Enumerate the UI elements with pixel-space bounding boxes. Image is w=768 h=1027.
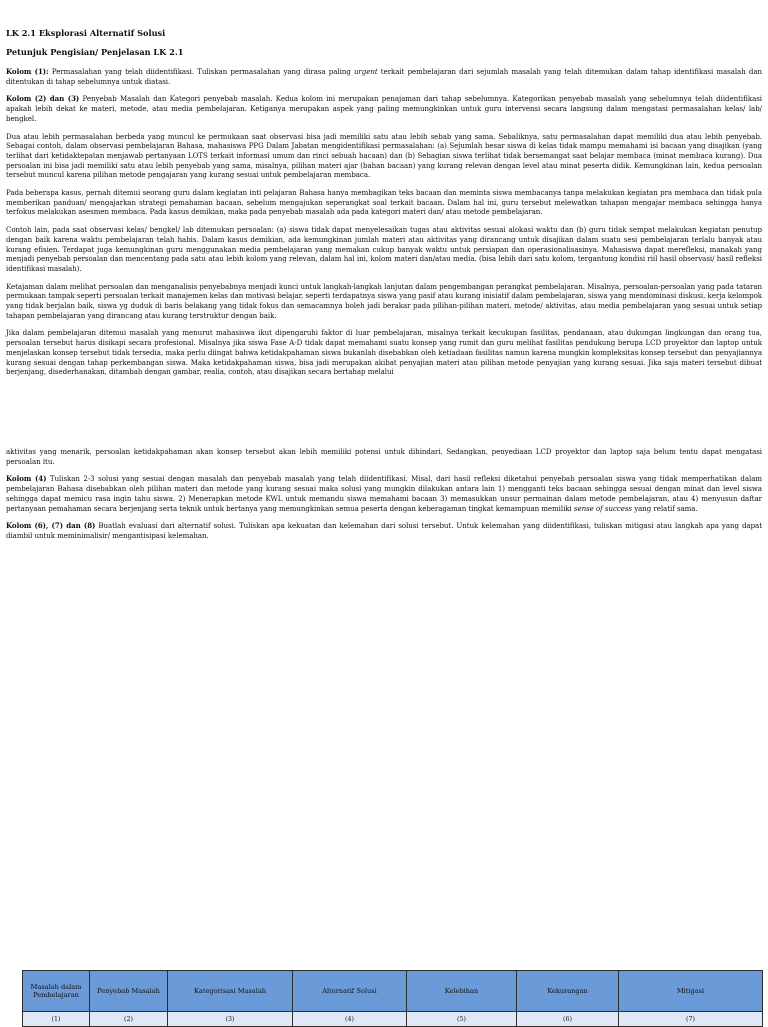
table-number-row (23, 1012, 763, 1027)
column-number: (2) (90, 1012, 168, 1027)
column-number: (4) (293, 1012, 407, 1027)
paragraph-lead: Kolom (6), (7) dan (8) (6, 521, 96, 531)
header-mitigasi: Mitigasi (619, 971, 763, 1012)
header-alternatif-solusi: Alternatif Solusi (293, 971, 407, 1012)
solution-table-wrapper (22, 970, 762, 1027)
header-kekurangan: Kekurangan (517, 971, 619, 1012)
paragraph-text: Penyebab Masalah dan Kategori penyebab masalah. Kedua kolom ini merupakan penajaman dari tahap sebelumnya. Kategorikan penyebab masalah yang sebelumnya telah diidentifikasi apakah lebih dekat ke materi, metode, atau media pembelajaran. Ketiganya merupakan aspek yang paling memungkinkan untuk guru intervensi secara langsung dalam mengatasi permasalahan kelas/ lab/ bengkel. (6, 94, 763, 123)
paragraph-example-2: Pada beberapa kasus, pernah ditemui seorang guru dalam kegiatan inti pelajaran Bahasa hanya membagikan teks bacaan dan meminta siswa membacanya tanpa melakukan kegiatan pra membaca dan tidak pula memberikan panduan/ mengajarkan strategi pemahaman bacaan, sebelum mengajukan seperangkat soal terkait bacaan. Dalam hal ini, guru tersebut melewatkan tahapan mengajar membaca sehingga hanya terfokus melakukan asesmen membaca. Pada kasus demikian, maka pada penyebab masalah ada pada kategori materi dan/ atau metode pembelajaran. (6, 188, 762, 217)
paragraph-example-3: Contoh lain, pada saat observasi kelas/ bengkel/ lab ditemukan persoalan: (a) siswa tidak dapat menyelesaikan tugas atau aktivitas sesuai alokasi waktu dan (b) guru tidak sempat melakukan kegiatan penutup dengan baik karena waktu pembelajaran telah habis. Dalam kasus demikian, ada kemungkinan jumlah materi atau aktivitas yang dirancang untuk disajikan dalam suatu sesi pembelajaran terlalu banyak atau kurang efisien. Terdapat juga kemungkinan guru menggunakan media pembelajaran yang memakan cukup banyak waktu untuk persiapan dan operasionalisasinya. Mahasiswa dapat merefleksi, manakah yang menjadi penyebab persoalan dan mencentang pada satu atau lebih kolom yang relevan, dalam hal ini, kolom materi dan/atau media. (bisa lebih dari satu kolom, tergantung kondisi riil hasil observasi/ hasil refleksi identifikasi masalah). (6, 225, 762, 273)
header-kategorisasi: Kategorisasi Masalah (168, 971, 293, 1012)
paragraph-analysis: Ketajaman dalam melihat persoalan dan menganalisis penyebabnya menjadi kunci untuk langkah-langkah lanjutan dalam pengembangan perangkat pembelajaran. Misalnya, persoalan-persoalan yang pada tataran permukaan tampak seperti persoalan terkait manajemen kelas dan motivasi belajar, seperti terdapatnya siswa yang pasif atau kurang inisiatif dalam pembelajaran, siswa yang mendominasi diskusi, kerja kelompok yang tidak berjalan baik, siswa yg duduk di baris belakang yang tidak fokus dan semacamnya boleh jadi berakar pada pilihan-pilihan materi, metode/ aktivitas, atau media pembelajaran yang sesuai untuk setiap tahapan pembelajaran yang dirancang atau kurang terstruktur dengan baik. (6, 281, 762, 320)
paragraph-kolom-1 (6, 67, 762, 86)
paragraph-example-1: Dua atau lebih permasalahan berbeda yang muncul ke permukaan saat observasi bisa jadi memiliki satu atau lebih sebab yang sama. Sebaliknya, satu permasalahan dapat memiliki dua atau lebih penyebab. Sebagai contoh, dalam observasi pembelajaran Bahasa, mahasiswa PPG Dalam Jabatan mengidentifikasi permasalahan: (a) Sejumlah besar siswa di kelas tidak mampu memahami isi bacaan yang disajikan (yang terlihat dari ketidaktepatan menjawab pertanyaan LOTS terkait informasi umum dan rinci sebuah bacaan) dan (b) Sebagian siswa terlihat tidak bersemangat saat belajar membaca (minat membaca kurang). Dua persoalan ini bisa jadi memiliki satu atau lebih penyebab yang sama, misalnya, pilihan materi ajar (bahan bacaan) yang kurang relevan dengan level atau minat peserta didik. Kemungkinan lain, kedua persoalan tersebut muncul karena pilihan metode pengajaran yang kurang sesuai untuk pembelajaran membaca. (6, 131, 762, 180)
paragraph-lead: Kolom (2) dan (3) (6, 94, 80, 104)
paragraph-text: Permasalahan yang telah diidentifikasi. Tuliskan permasalahan yang dirasa paling (48, 67, 354, 76)
solution-table (22, 970, 763, 1027)
paragraph-lead: Kolom (1): (6, 67, 49, 76)
column-number: (5) (407, 1012, 517, 1027)
paragraph-external-factors-cont: aktivitas yang menarik, persoalan ketidakpahaman akan konsep tersebut akan lebih memiliki potensi untuk dihindari. Sedangkan, penyediaan LCD proyektor dan laptop saja belum tentu dapat mengatasi persoalan itu. (6, 446, 762, 466)
paragraph-kolom-2-3 (6, 94, 762, 123)
paragraph-lead: Kolom (4) (6, 474, 47, 484)
column-number: (7) (619, 1012, 763, 1027)
header-penyebab: Penyebab Masalah (90, 971, 168, 1012)
paragraph-external-factors: Jika dalam pembelajaran ditemui masalah yang menurut mahasiswa ikut dipengaruhi faktor di luar pembelajaran, misalnya terkait kecukupan fasilitas, pendanaan, atau dukungan lingkungan dan orang tua, persoalan tersebut harus disikapi secara profesional. Misalnya jika siswa Fase A-D tidak dapat memahami suatu konsep yang rumit dan guru melihat fasilitas pendukung berupa LCD proyektor dan laptop untuk menjelaskan konsep tersebut tidak tersedia, maka perlu diingat bahwa ketidakpahaman siswa bukanlah disebabkan oleh ketiadaan fasilitas namun karena mungkin kompleksitas konsep tersebut dan penyajiannya kurang sesuai dengan tahap perkembangan siswa. Maka ketidakpahaman siswa, bisa jadi merupakan akibat penyajian materi atau pilihan metode penyajian yang kurang sesuai. Jika saja materi tersebut dibuat berjenjang, disederhanakan, ditambah dengan gambar, realia, contoh, atau disajikan secara bertahap melalui (6, 328, 762, 377)
emphasis-text: sense of success (573, 503, 632, 513)
header-masalah: Masalah dalam Pembelajaran (23, 971, 90, 1012)
paragraph-text: Buatlah evaluasi dari alternatif solusi. Tuliskan apa kekuatan dan kelemahan dari solusi tersebut. Untuk kelemahan yang diidentifikasi, tuliskan mitigasi atau langkah apa yang dapat diambil untuk meminimalisir/ mengantisipasi kelemahan. (6, 521, 762, 540)
document-title: LK 2.1 Eksplorasi Alternatif Solusi (6, 28, 166, 38)
header-kelebihan: Kelebihan (407, 971, 517, 1012)
column-number: (3) (168, 1012, 293, 1027)
paragraph-kolom-4 (6, 474, 762, 513)
table-header-row (23, 971, 763, 1012)
paragraph-kolom-6-7-8 (6, 521, 762, 540)
column-number: (6) (517, 1012, 619, 1027)
column-number: (1) (23, 1012, 90, 1027)
paragraph-text: Tuliskan 2-3 solusi yang sesuai dengan masalah dan penyebab masalah yang telah diidentifikasi. Misal, dari hasil refleksi diketahui penyebab persoalan siswa yang tidak memperhatikan dalam pembelajaran Bahasa disebabkan oleh pilihan materi dan metode yang kurang sesuai maka solusi yang mungkin dilakukan antara lain 1) mengganti teks bacaan sehingga sesuai dengan minat dan level siswa sehingga dapat memicu rasa ingin tahu siswa. 2) Menerapkan metode KWL untuk memandu siswa memahami bacaan 3) memasukkan unsur permainan dalam metode pembelajaran, atau 4) menyusun daftar pertanyaan pemahaman secara berjenjang serta teknik untuk bertanya yang memungkinkan semua peserta dengan keberagaman tingkat kemampuan memiliki (6, 474, 762, 513)
paragraph-text: terkait pembelajaran dari sejumlah masalah yang telah ditemukan dalam tahap identifikasi masalah dan ditentukan di tahap sebelumnya untuk diatasi. (6, 67, 762, 86)
emphasis-text: urgent (353, 67, 378, 76)
page-break-gap (6, 377, 762, 447)
document-subtitle: Petunjuk Pengisian/ Penjelasan LK 2.1 (6, 47, 184, 57)
document (6, 28, 762, 549)
paragraph-text: yang relatif sama. (632, 503, 698, 513)
